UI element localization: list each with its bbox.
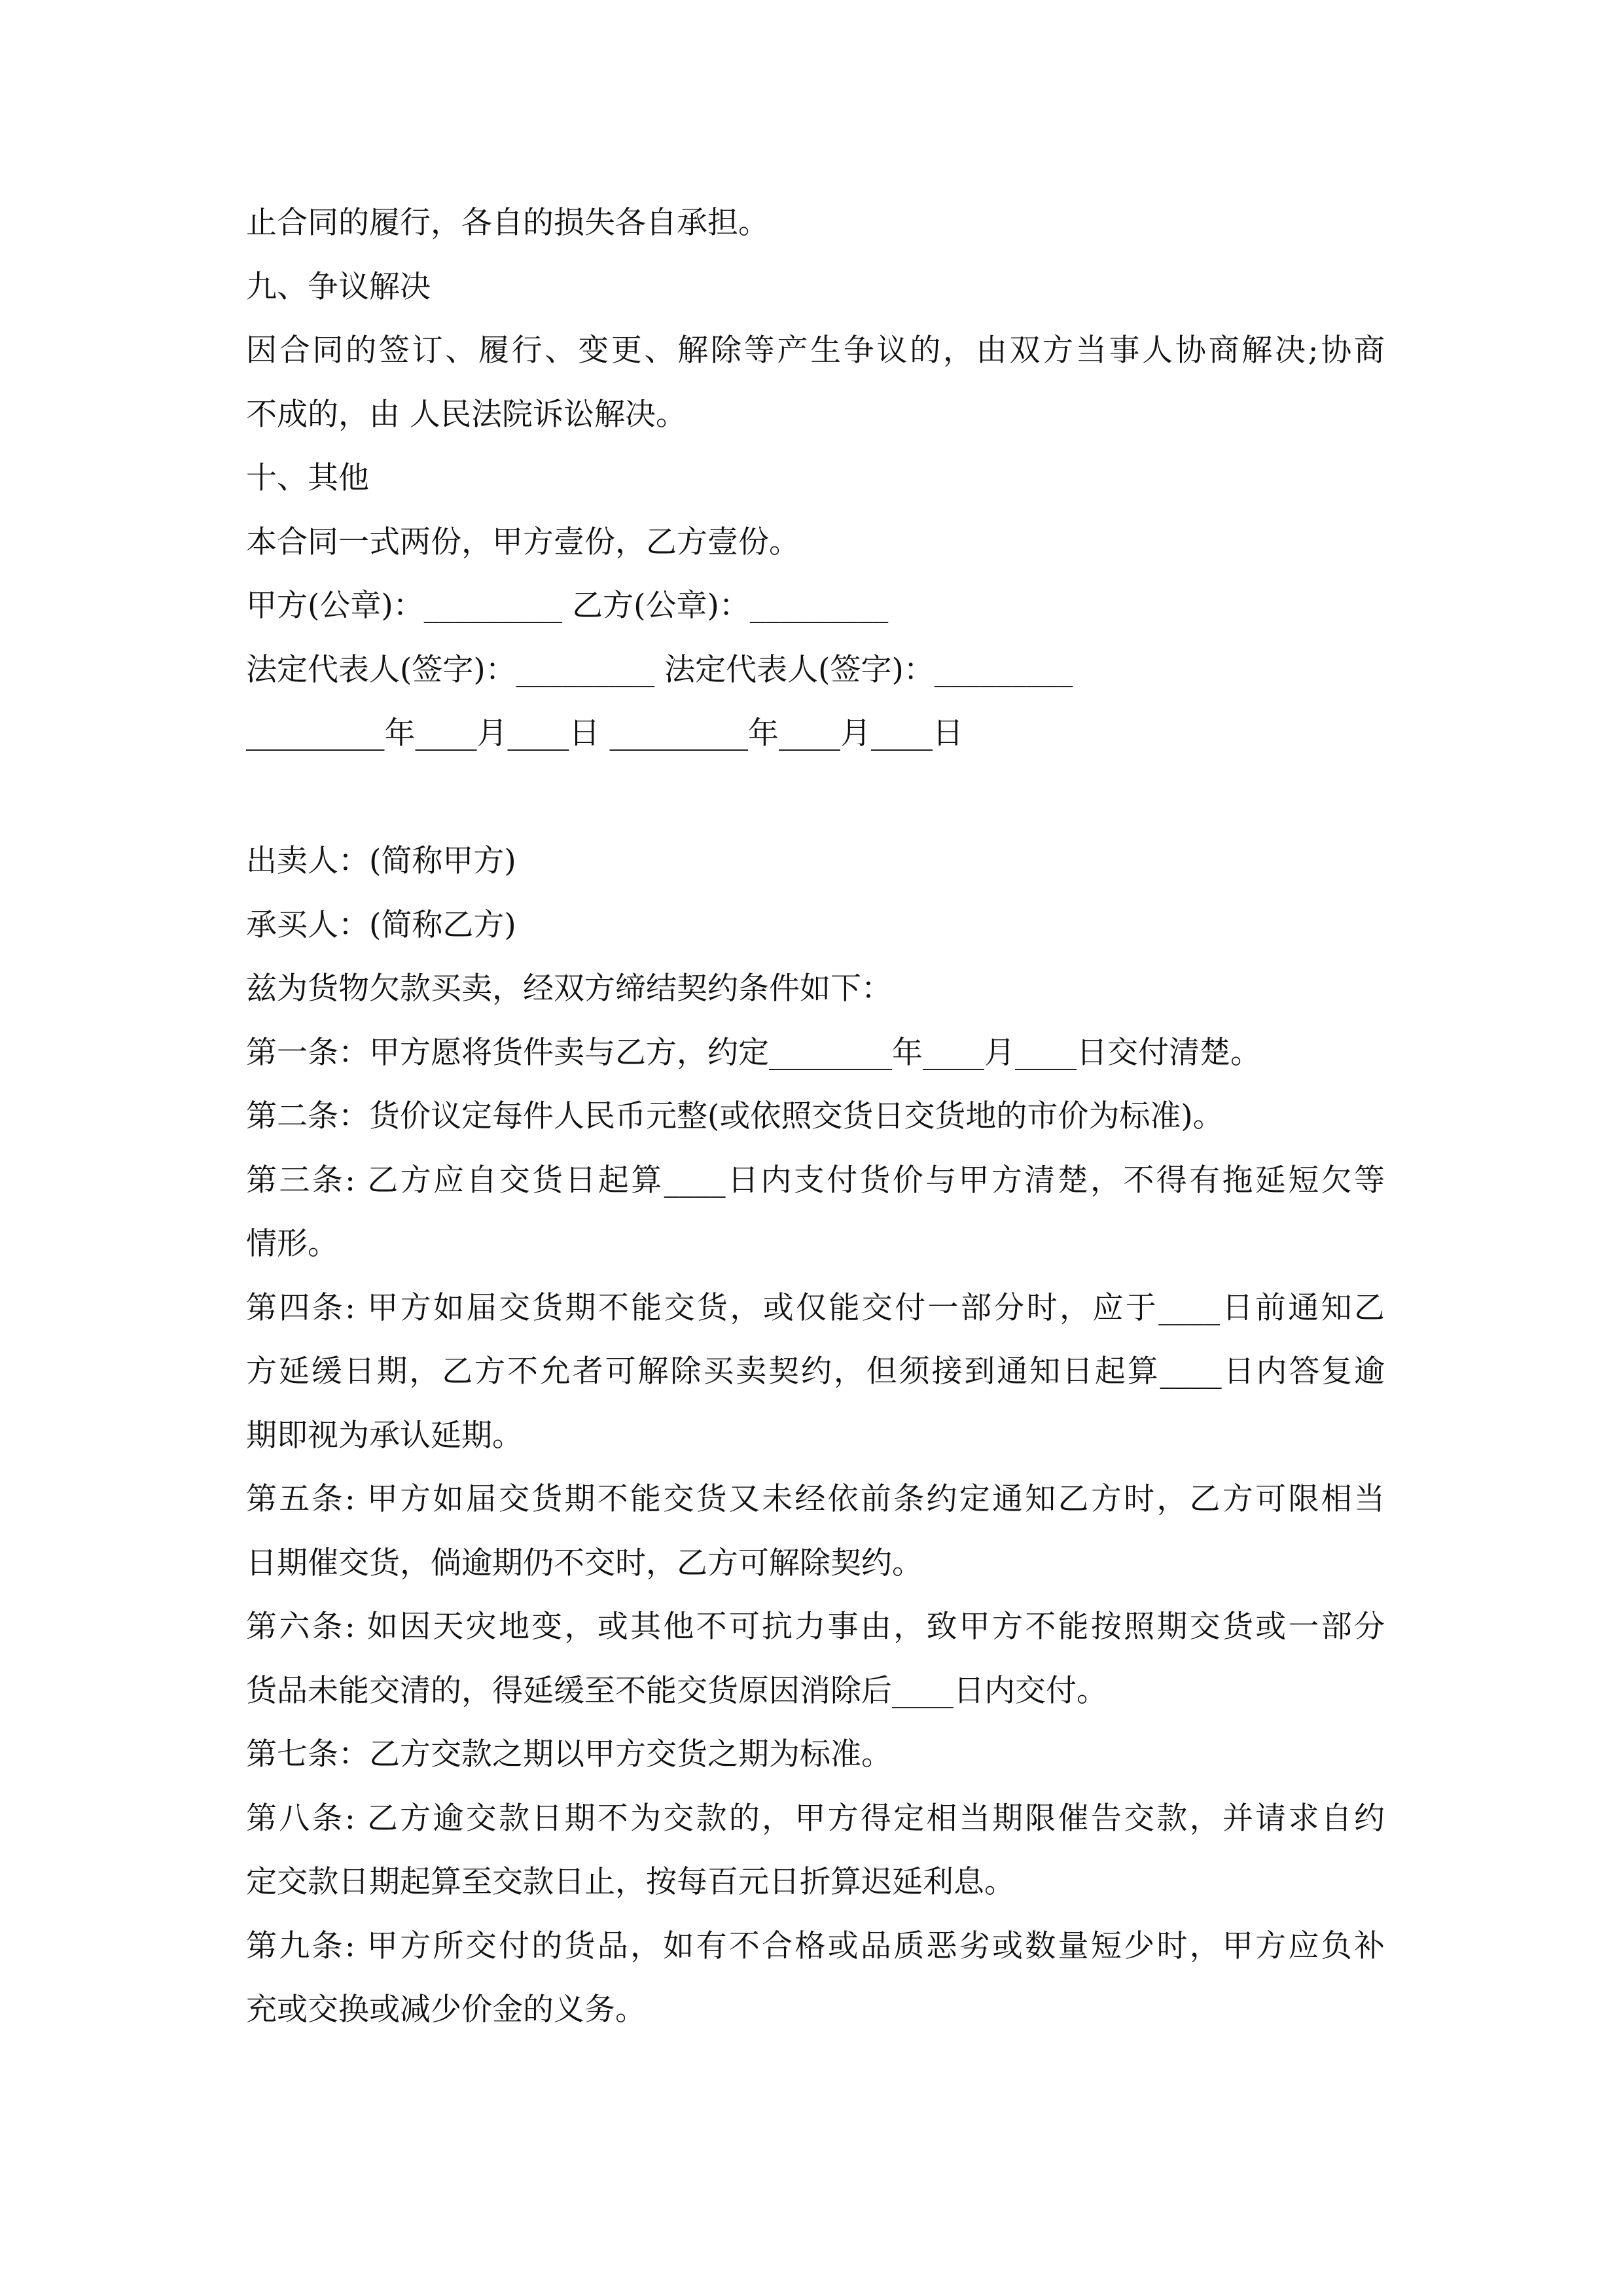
buyer-line: 承买人：(简称乙方): [246, 906, 516, 943]
seller-line: 出卖人：(简称甲方): [246, 843, 516, 879]
article-line: 第二条：货价议定每件人民币元整(或依照交货日交货地的市价为标准)。: [246, 1098, 1224, 1134]
article-line: 第一条：甲方愿将货件卖与乙方，约定________年____月____日交付清楚。: [246, 1034, 1261, 1071]
article-line: 充或交换或减少价金的义务。: [246, 1992, 646, 2028]
article-line: 第七条：乙方交款之期以甲方交货之期为标准。: [246, 1736, 892, 1772]
signature-line: 法定代表人(签字)：_________ 法定代表人(签字)：_________: [246, 651, 1073, 688]
text-line: 因合同的签订、履行、变更、解除等产生争议的，由双方当事人协商解决;协商: [246, 332, 1385, 368]
article-line: 第五条: 甲方如届交货期不能交货又未经依前条约定通知乙方时，乙方可限相当: [246, 1481, 1385, 1517]
article-line: 期即视为承认延期。: [246, 1417, 523, 1454]
paragraph-gap: [246, 766, 1385, 830]
text-line: 本合同一式两份，甲方壹份，乙方壹份。: [246, 524, 800, 560]
article-line: 货品未能交清的，得延缓至不能交货原因消除后____日内交付。: [246, 1672, 1107, 1709]
article-line: 第九条: 甲方所交付的货品，如有不合格或品质恶劣或数量短少时，甲方应负补: [246, 1928, 1385, 1964]
article-line: 第六条: 如因天灾地变，或其他不可抗力事由，致甲方不能按照期交货或一部分: [246, 1609, 1385, 1645]
section-heading: 九、争议解决: [246, 268, 431, 305]
article-line: 情形。: [246, 1226, 338, 1262]
date-line: _________年____月____日 _________年____月____日: [246, 715, 963, 751]
text-line: 兹为货物欠款买卖，经双方缔结契约条件如下：: [246, 971, 892, 1007]
article-line: 第四条: 甲方如届交货期不能交货，或仅能交付一部分时，应于____日前通知乙: [246, 1289, 1385, 1326]
section-heading: 十、其他: [246, 460, 369, 496]
article-line: 定交款日期起算至交款日止，按每百元日折算迟延利息。: [246, 1864, 1015, 1900]
article-line: 第八条: 乙方逾交款日期不为交款的，甲方得定相当期限催告交款，并请求自约: [246, 1800, 1385, 1837]
seal-line: 甲方(公章)：_________ 乙方(公章)：_________: [246, 588, 889, 624]
document-page: [246, 191, 1385, 2042]
article-line: 日期催交货，倘逾期仍不交时，乙方可解除契约。: [246, 1545, 923, 1581]
article-line: 方延缓日期，乙方不允者可解除买卖契约，但须接到通知日起算____日内答复逾: [246, 1354, 1385, 1390]
article-line: 第三条: 乙方应自交货日起算____日内支付货价与甲方清楚，不得有拖延短欠等: [246, 1162, 1385, 1198]
text-line: 不成的，由 人民法院诉讼解决。: [246, 396, 687, 433]
text-line: 止合同的履行，各自的损失各自承担。: [246, 205, 769, 241]
